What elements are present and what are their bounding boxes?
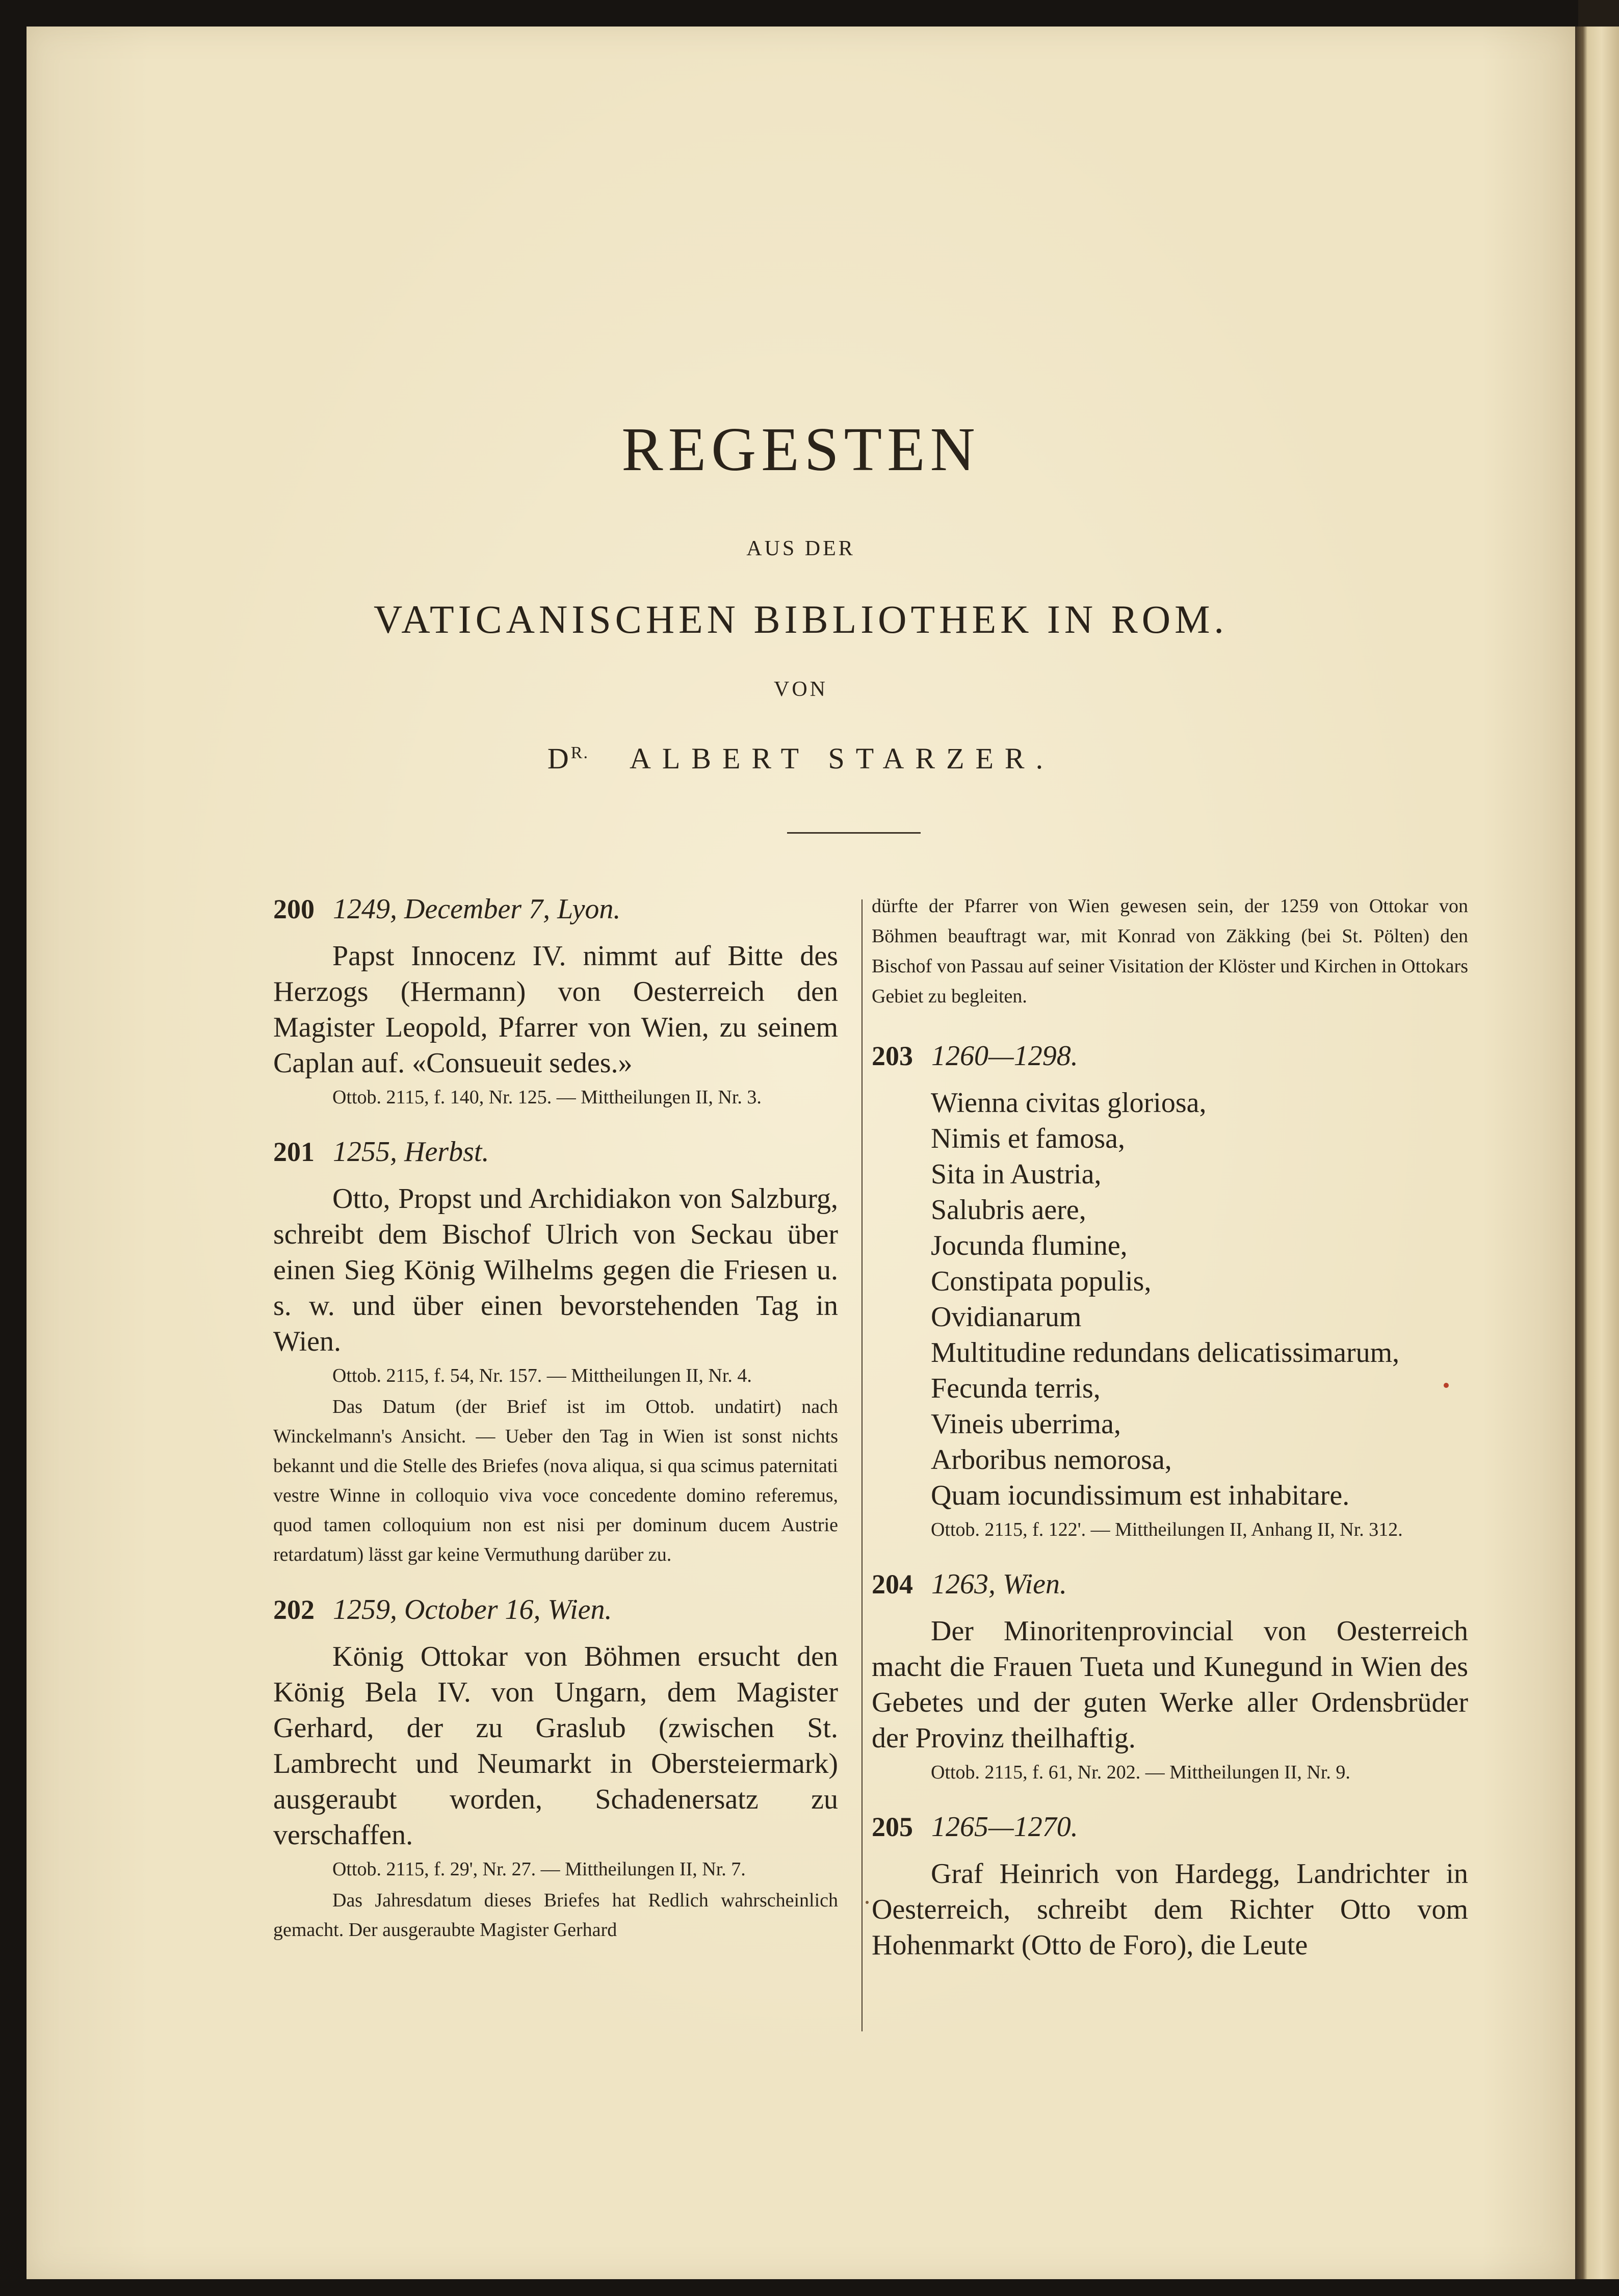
poem-line: Wienna civitas gloriosa, — [931, 1087, 1207, 1119]
entry-source: Ottob. 2115, f. 29', Nr. 27. — Mittheilungen II, Nr. 7. — [332, 1859, 746, 1880]
entry-source: Ottob. 2115, f. 54, Nr. 157. — Mittheilungen II, Nr. 4. — [332, 1365, 752, 1386]
poem — [872, 1085, 1468, 1513]
entry-date: 1249, December 7, Lyon. — [333, 893, 621, 925]
entry-head — [872, 1038, 1468, 1074]
entry-200 — [273, 891, 838, 1112]
entry-head — [273, 891, 838, 927]
entry-body: Der Minoritenprovincial von Oesterreich macht die Frauen Tueta und Kunegund in Wien des Gebetes und der guten Werke aller Ordensbrüder der Provinz theilhaftig. — [872, 1615, 1468, 1754]
poem-line: Jocunda flumine, — [931, 1230, 1128, 1261]
ink-speck — [866, 1901, 869, 1904]
poem-line: Fecunda terris, — [931, 1373, 1101, 1404]
book-edge — [1575, 27, 1619, 2279]
poem-line: Ovidianarum — [931, 1301, 1082, 1333]
entry-source: Ottob. 2115, f. 140, Nr. 125. — Mittheilungen II, Nr. 3. — [332, 1087, 762, 1108]
entry-body: König Ottokar von Böhmen ersucht den König Bela IV. von Ungarn, dem Magister Gerhard, der zu Graslub (zwischen St. Lambrecht und Neumarkt in Obersteiermark) ausgeraubt worden, Schadenersatz zu verschaffen. — [273, 1641, 838, 1851]
entry-body: Papst Innocenz IV. nimmt auf Bitte des Herzogs (Hermann) von Oesterreich den Magister Leopold, Pfarrer von Wien, zu seinem Caplan auf. «Consueuit sedes.» — [273, 940, 838, 1079]
poem-line: Multitudine redundans delicatissimarum, — [931, 1337, 1400, 1369]
poem-line: Constipata populis, — [931, 1266, 1152, 1297]
right-column — [872, 891, 1468, 1985]
column-divider — [861, 899, 863, 2031]
entry-date: 1265—1270. — [931, 1811, 1078, 1843]
entry-number: 200 — [273, 894, 315, 924]
book-page — [27, 27, 1575, 2279]
scan-top-edge — [1578, 0, 1619, 27]
continued-note: dürfte der Pfarrer von Wien gewesen sein, der 1259 von Ottokar von Böhmen beauftragt war, mit Konrad von Zäkking (bei St. Pölten) den Bischof von Passau auf seiner Visitation der Klöster und Kirchen in Ottokars Gebiet zu begleiten. — [872, 895, 1468, 1007]
entry-date: 1259, October 16, Wien. — [333, 1594, 612, 1626]
author-line — [27, 741, 1575, 776]
entry-body: Otto, Propst und Archidiakon von Salzburg, schreibt dem Bischof Ulrich von Seckau über einen Sieg König Wilhelms gegen die Friesen u. s. w. und über einen bevorstehenden Tag in Wien. — [273, 1183, 838, 1357]
page-title: REGESTEN — [621, 415, 980, 484]
entry-201 — [273, 1134, 838, 1569]
poem-line: Nimis et famosa, — [931, 1123, 1126, 1154]
ink-speck — [1444, 1383, 1449, 1388]
poem-line: Quam iocundissimum est inhabitare. — [931, 1480, 1350, 1511]
entry-date: 1263, Wien. — [931, 1568, 1067, 1600]
subtitle-von: VON — [774, 678, 828, 701]
entry-number: 205 — [872, 1812, 913, 1842]
entry-body: Graf Heinrich von Hardegg, Landrichter in Oesterreich, schreibt dem Richter Otto vom Hohenmarkt (Otto de Foro), die Leute — [872, 1858, 1468, 1961]
entry-203 — [872, 1038, 1468, 1544]
entry-date: 1260—1298. — [931, 1040, 1078, 1072]
entry-note: Das Datum (der Brief ist im Ottob. undatirt) nach Winckelmann's Ansicht. — Ueber den Tag in Wien ist sonst nichts bekannt und die Stelle des Briefes (nova aliqua, si qua scimus paternitati vestre Winne in colloquio viva voce concedente domino referemus, quod tamen colloquium non est nisi per dominum ducem Austrie retardatum) lässt gar keine Vermuthung darüber zu. — [273, 1396, 838, 1565]
author-name: ALBERT STARZER. — [629, 742, 1055, 775]
subtitle-aus-der: AUS DER — [746, 537, 855, 560]
entry-number: 203 — [872, 1041, 913, 1071]
subtitle-library: VATICANISCHEN BIBLIOTHEK IN ROM. — [374, 597, 1228, 641]
left-column — [273, 891, 838, 1967]
entry-note: Das Jahresdatum dieses Briefes hat Redlich wahrscheinlich gemacht. Der ausgeraubte Magister Gerhard — [273, 1890, 838, 1941]
poem-line: Arboribus nemorosa, — [931, 1444, 1172, 1476]
entry-205 — [872, 1809, 1468, 1963]
entry-number: 204 — [872, 1569, 913, 1600]
entry-204 — [872, 1566, 1468, 1787]
entry-source: Ottob. 2115, f. 61, Nr. 202. — Mittheilungen II, Nr. 9. — [931, 1762, 1350, 1783]
poem-line: Vineis uberrima, — [931, 1408, 1121, 1440]
entry-head — [273, 1592, 838, 1628]
entry-head — [872, 1566, 1468, 1602]
entry-source: Ottob. 2115, f. 122'. — Mittheilungen II, Anhang II, Nr. 312. — [931, 1519, 1403, 1540]
title-rule — [787, 832, 921, 834]
author-prefix: $D^{R.}$ — [547, 742, 589, 775]
poem-line: Salubris aere, — [931, 1194, 1086, 1226]
poem-line: Sita in Austria, — [931, 1158, 1102, 1190]
entry-head — [273, 1134, 838, 1170]
entry-202 — [273, 1592, 838, 1945]
entry-date: 1255, Herbst. — [333, 1136, 489, 1168]
entry-number: 201 — [273, 1137, 315, 1167]
entry-number: 202 — [273, 1594, 315, 1625]
entry-head — [872, 1809, 1468, 1845]
